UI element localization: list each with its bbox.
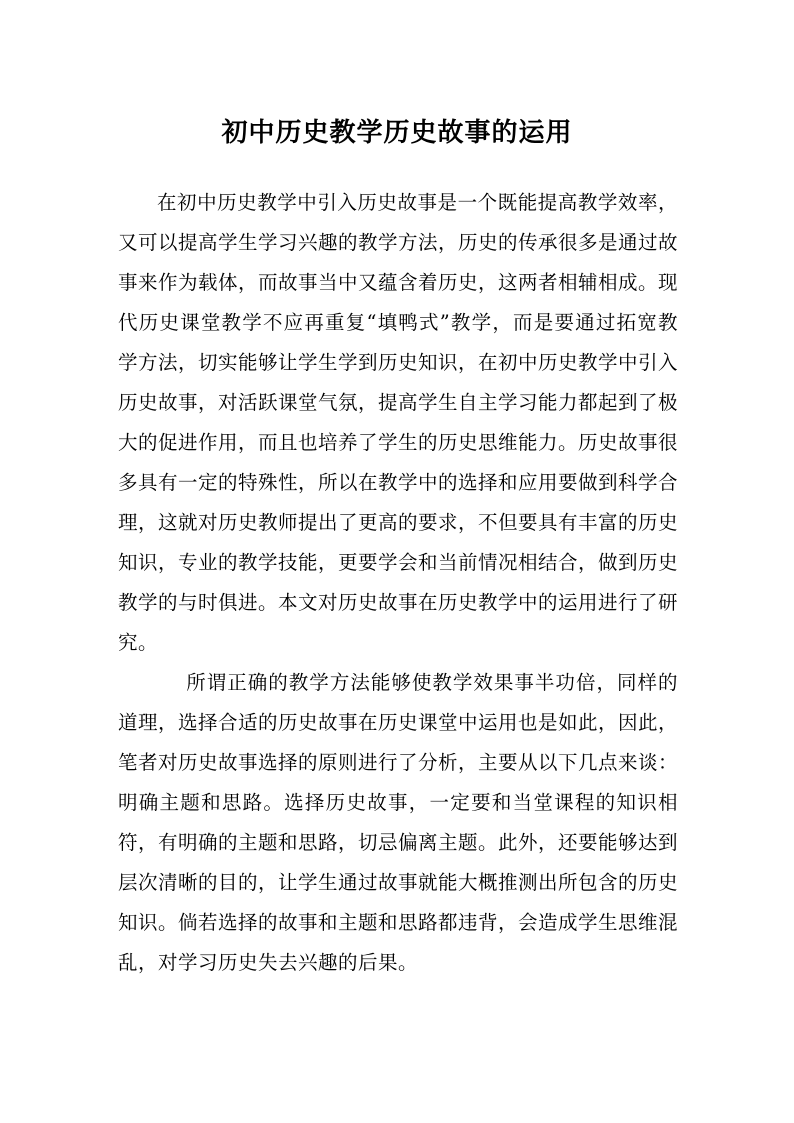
- document-title: 初中历史教学历史故事的运用: [221, 118, 573, 149]
- document-body: [118, 183, 678, 983]
- paragraph-intro: 在初中历史教学中引入历史故事是一个既能提高教学效率，又可以提高学生学习兴趣的教学方法，历史的传承很多是通过故事来作为载体，而故事当中又蕴含着历史，这两者相辅相成。现代历史课堂教学不应再重复“填鸭式”教学，而是要通过拓宽教学方法，切实能够让学生学到历史知识，在初中历史教学中引入历史故事，对活跃课堂气氛，提高学生自主学习能力都起到了极大的促进作用，而且也培养了学生的历史思维能力。历史故事很多具有一定的特殊性，所以在教学中的选择和应用要做到科学合理，这就对历史教师提出了更高的要求，不但要具有丰富的历史知识，专业的教学技能，更要学会和当前情况相结合，做到历史教学的与时俱进。本文对历史故事在历史教学中的运用进行了研究。: [118, 191, 679, 654]
- paragraph-principles: 所谓正确的教学方法能够使教学效果事半功倍，同样的道理，选择合适的历史故事在历史课堂中运用也是如此，因此，笔者对历史故事选择的原则进行了分析，主要从以下几点来谈：明确主题和思路。选择历史故事，一定要和当堂课程的知识相符，有明确的主题和思路，切忌偏离主题。此外，还要能够达到层次清晰的目的，让学生通过故事就能大概推测出所包含的历史知识。倘若选择的故事和主题和思路都违背，会造成学生思维混乱，对学习历史失去兴趣的后果。: [118, 671, 679, 974]
